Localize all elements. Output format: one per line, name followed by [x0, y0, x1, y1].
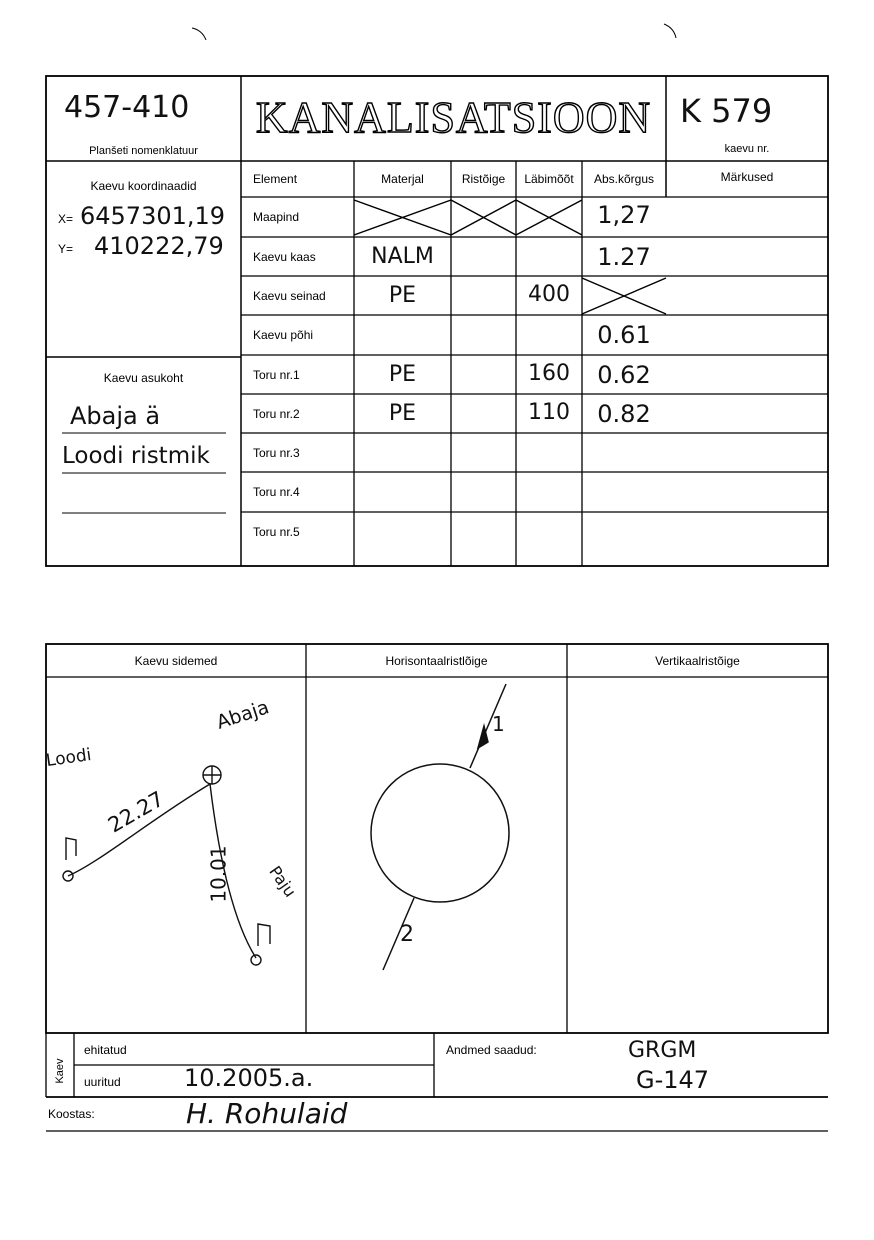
table-row-label: Maapind: [253, 210, 300, 224]
col-header-diameter: Läbimõõt: [524, 172, 574, 186]
built-label: ehitatud: [84, 1043, 127, 1057]
author-label: Koostas:: [48, 1107, 95, 1121]
well-number-label: kaevu nr.: [724, 143, 770, 155]
sheet-number: 457-410: [64, 90, 190, 125]
horizontal-section-header: Horisontaalristlõige: [385, 653, 488, 668]
table-cell-elevation: 1.27: [597, 242, 651, 271]
coordinates-label: Kaevu koordinaadid: [90, 179, 197, 193]
well-number: K 579: [680, 92, 773, 130]
location-line-1: Abaja ä: [70, 402, 161, 430]
col-header-cross-section: Ristõige: [461, 172, 506, 186]
location-label: Kaevu asukoht: [103, 371, 184, 385]
table-cell-diameter: 400: [528, 281, 570, 307]
data-from-line-1: GRGM: [628, 1038, 697, 1063]
surveyed-date: 10.2005.a.: [184, 1064, 314, 1092]
page-title: KANALISATSIOON: [255, 93, 652, 142]
sketch-label-abaja: Abaja: [213, 696, 272, 734]
table-row-label: Kaevu kaas: [253, 249, 316, 264]
table-cell-material: NALM: [371, 244, 434, 269]
table-cell-material: PE: [388, 283, 417, 308]
pipe-label-2: 2: [400, 922, 414, 947]
table-row-label: Toru nr.2: [253, 406, 300, 421]
table-row-label: Toru nr.5: [253, 525, 300, 539]
table-cell-elevation: 1,27: [597, 201, 651, 229]
well-side-label: Kaev: [54, 1058, 66, 1084]
data-from-line-2: G-147: [636, 1066, 710, 1094]
table-cell-elevation: 0.61: [597, 321, 651, 349]
sketch-label-loodi: Loodi: [44, 744, 93, 772]
sketch-distance-1: 22.27: [104, 786, 169, 838]
location-line-2: Loodi ristmik: [62, 443, 210, 469]
table-row-label: Kaevu põhi: [253, 328, 314, 342]
author-signature: H. Rohulaid: [186, 1097, 348, 1130]
data-from-label: Andmed saadud:: [446, 1043, 537, 1057]
y-coordinate: 410222,79: [94, 232, 224, 260]
sheet-number-label: Planšeti nomenklatuur: [89, 145, 198, 157]
y-prefix: Y=: [58, 242, 74, 256]
table-cell-elevation: 0.82: [597, 399, 651, 428]
col-header-elevation: Abs.kõrgus: [593, 172, 655, 186]
table-row-label: Toru nr.3: [253, 445, 300, 460]
table-row-label: Toru nr.4: [253, 485, 300, 499]
x-prefix: X=: [58, 212, 74, 226]
horizontal-section-sketch: [371, 684, 509, 970]
sketch-label-paju: Paju: [265, 862, 301, 901]
table-cell-diameter: 160: [528, 360, 570, 386]
connections-header: Kaevu sidemed: [134, 653, 218, 668]
col-header-element: Element: [253, 172, 298, 186]
table-cell-elevation: 0.62: [597, 360, 651, 389]
table-cell-material: PE: [388, 401, 417, 426]
sketch-distance-2: 10.01: [206, 845, 231, 903]
table-row-label: Toru nr.1: [253, 367, 300, 382]
col-header-notes: Märkused: [720, 170, 774, 184]
x-coordinate: 6457301,19: [80, 202, 226, 230]
connections-sketch: [63, 766, 270, 965]
pipe-label-1: 1: [492, 712, 505, 736]
surveyed-label: uuritud: [84, 1075, 121, 1089]
col-header-material: Materjal: [381, 172, 424, 186]
table-row-label: Kaevu seinad: [253, 288, 326, 303]
table-cell-material: PE: [388, 362, 417, 387]
vertical-section-header: Vertikaalristõige: [655, 653, 740, 668]
table-cell-diameter: 110: [528, 399, 570, 425]
